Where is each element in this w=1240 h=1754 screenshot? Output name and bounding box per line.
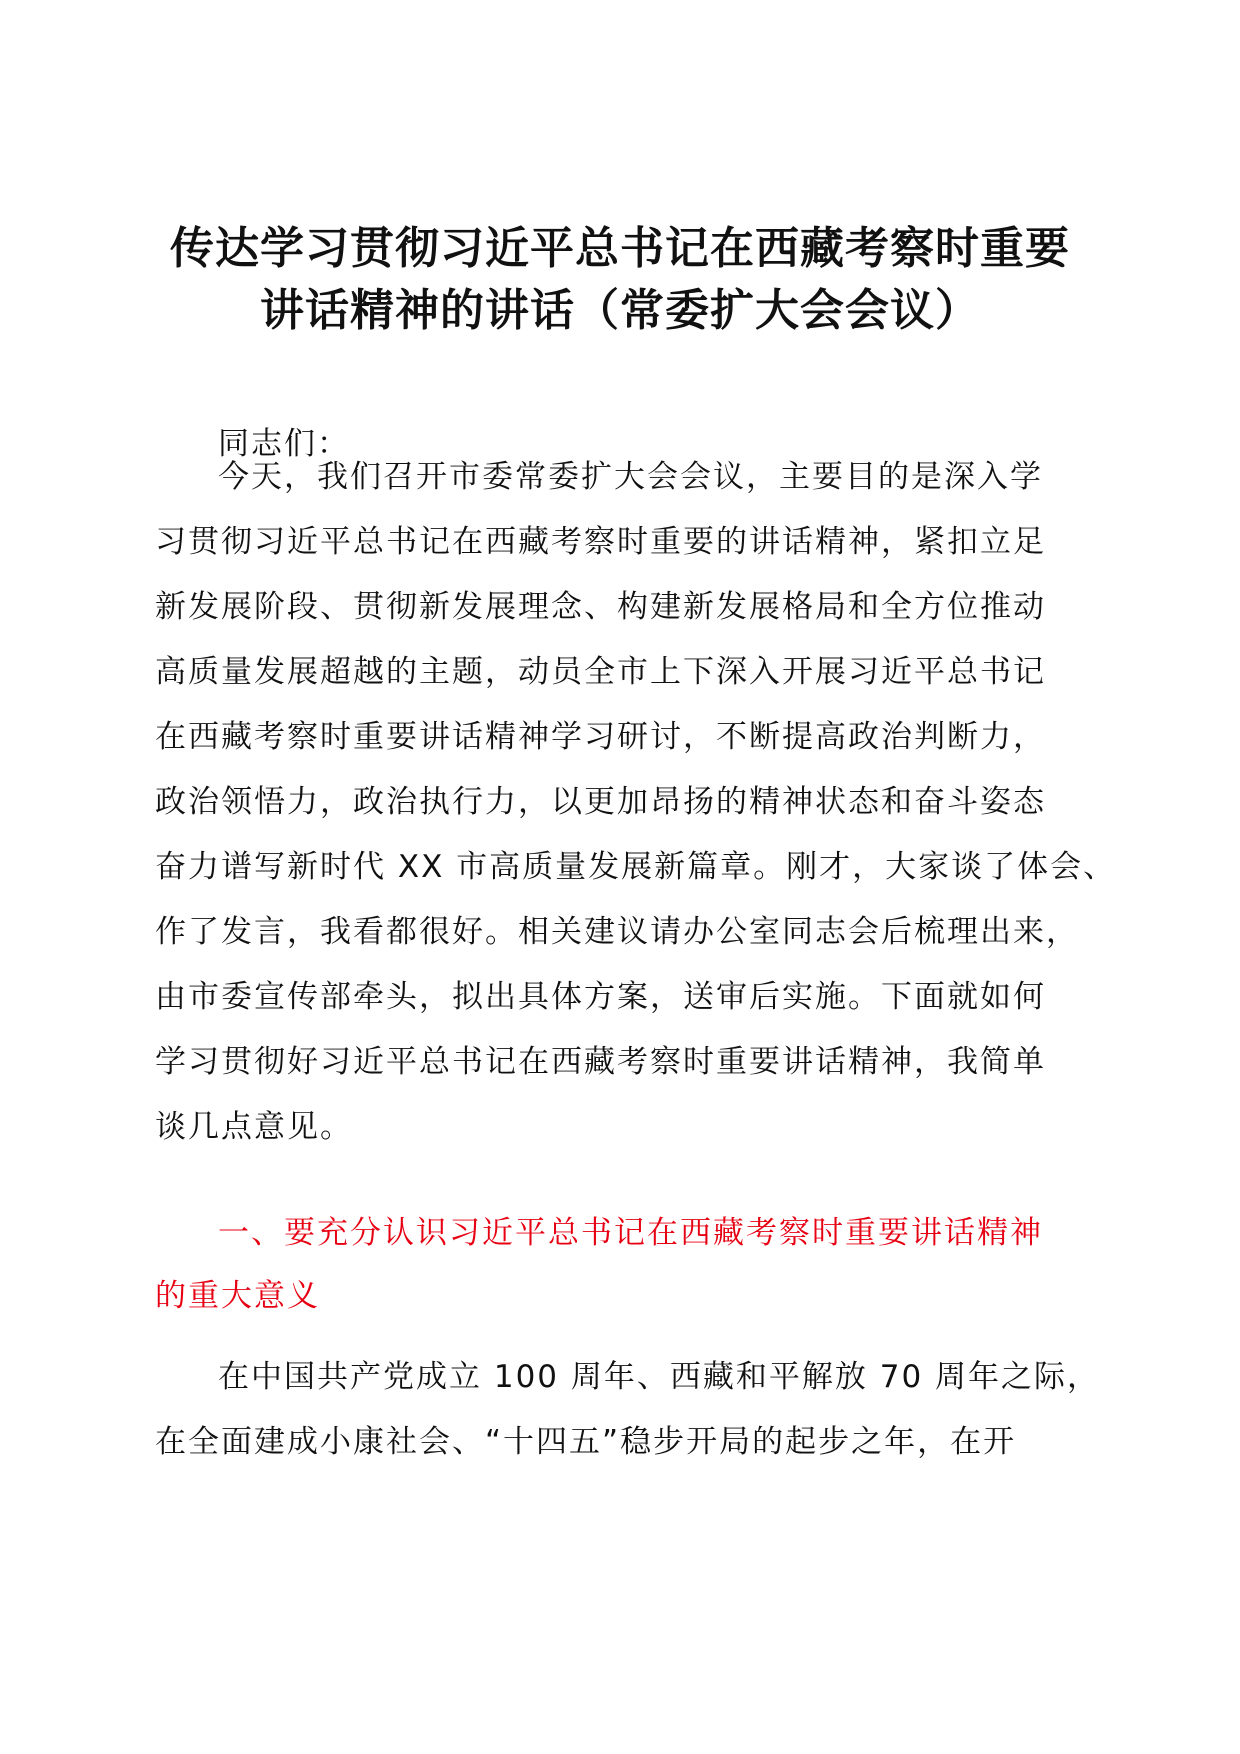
section-heading-1 <box>155 1202 1085 1328</box>
paragraph-line: 今天，我们召开市委常委扩大会会议，主要目的是深入学 <box>218 459 1043 495</box>
paragraph-line: 在全面建成小康社会、“十四五”稳步开局的起步之年，在开 <box>155 1424 1017 1460</box>
paragraph-line: 在西藏考察时重要讲话精神学习研讨，不断提高政治判断力， <box>155 719 1046 755</box>
paragraph-line: 习贯彻习近平总书记在西藏考察时重要的讲话精神，紧扣立足 <box>155 524 1046 560</box>
paragraph-line: 由市委宣传部牵头，拟出具体方案，送审后实施。下面就如何 <box>155 979 1046 1015</box>
paragraph-line: 新发展阶段、贯彻新发展理念、构建新发展格局和全方位推动 <box>155 589 1046 625</box>
paragraph-intro <box>155 445 1117 1160</box>
title-line-1: 传达学习贯彻习近平总书记在西藏考察时重要 <box>170 223 1070 274</box>
paragraph-line: 政治领悟力，政治执行力，以更加昂扬的精神状态和奋斗姿态 <box>155 784 1046 820</box>
heading-line: 一、要充分认识习近平总书记在西藏考察时重要讲话精神 <box>218 1215 1043 1251</box>
paragraph-line: 学习贯彻好习近平总书记在西藏考察时重要讲话精神，我简单 <box>155 1044 1046 1080</box>
paragraph-line: 在中国共产党成立 100 周年、西藏和平解放 70 周年之际， <box>218 1359 1101 1395</box>
paragraph-line: 谈几点意见。 <box>155 1109 353 1145</box>
paragraph-line: 奋力谱写新时代 XX 市高质量发展新篇章。刚才，大家谈了体会、 <box>155 849 1117 885</box>
salutation: 同志们： <box>218 426 350 462</box>
heading-line: 的重大意义 <box>155 1278 320 1314</box>
paragraph-line: 作了发言，我看都很好。相关建议请办公室同志会后梳理出来， <box>155 914 1079 950</box>
document-title <box>120 218 1120 342</box>
paragraph-section-1-text <box>155 1345 1101 1475</box>
title-line-2: 讲话精神的讲话（常委扩大会会议） <box>260 285 980 336</box>
paragraph-line: 高质量发展超越的主题，动员全市上下深入开展习近平总书记 <box>155 654 1046 690</box>
